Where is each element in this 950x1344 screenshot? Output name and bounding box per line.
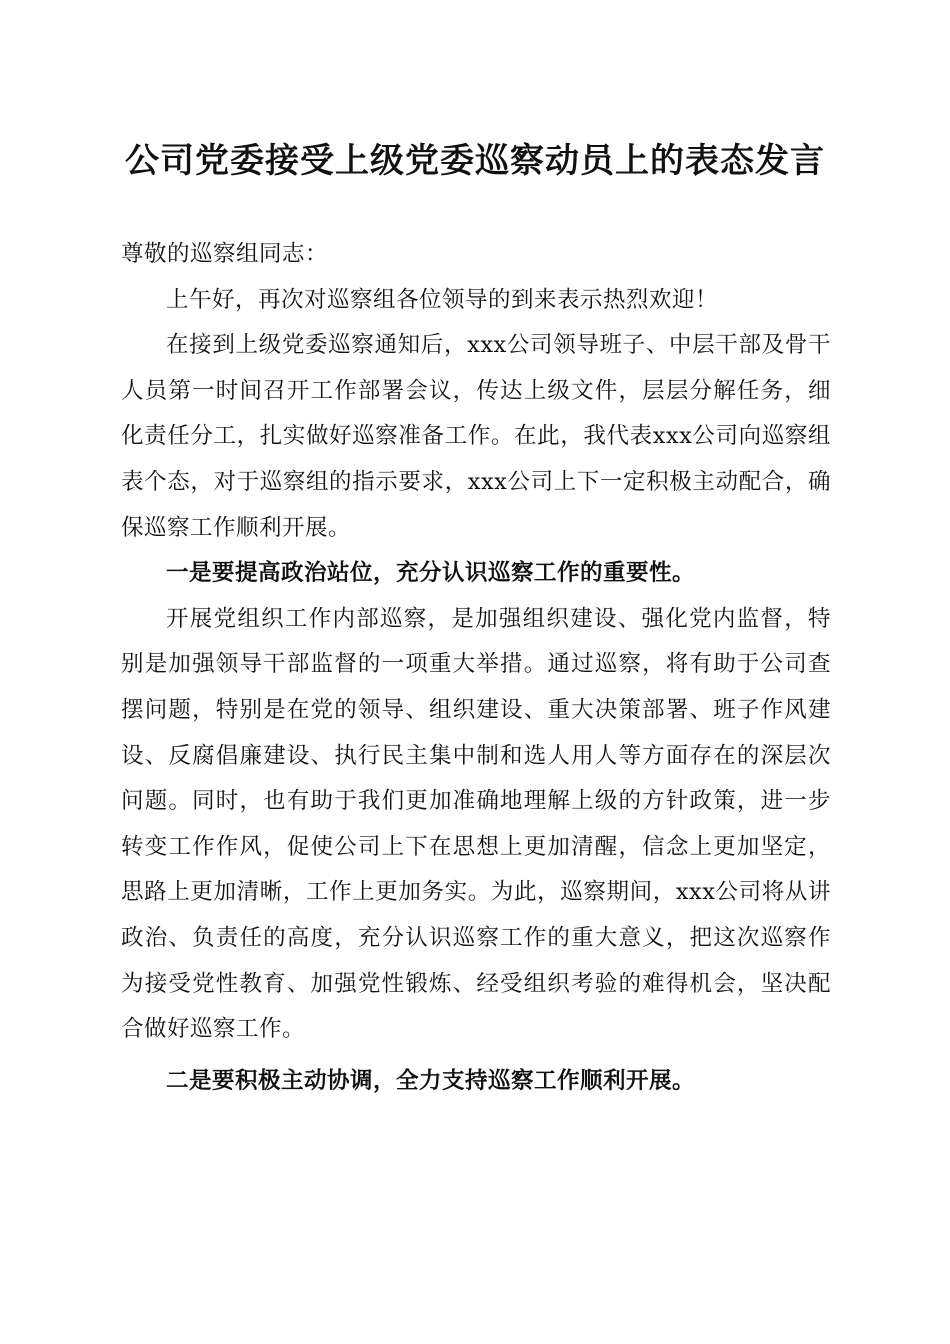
paragraph-section-1: 开展党组织工作内部巡察，是加强组织建设、强化党内监督，特别是加强领导干部监督的一项重大举措。通过巡察，将有助于公司查摆问题，特别是在党的领导、组织建设、重大决策部署、班子作风建设、反腐倡廉建设、执行民主集中制和选人用人等方面存在的深层次问题。同时，也有助于我们更加准确地理解上级的方针政策，进一步转变工作作风，促使公司上下在思想上更加清醒，信念上更加坚定，思路上更加清晰，工作上更加务实。为此，巡察期间，xxx公司将从讲政治、负责任的高度，充分认识巡察工作的重大意义，把这次巡察作为接受党性教育、加强党性锻炼、经受组织考验的难得机会，坚决配合做好巡察工作。 [121, 605, 831, 1043]
section-heading-2: 二是要积极主动协调，全力支持巡察工作顺利开展。 [166, 1067, 696, 1094]
paragraph-intro: 在接到上级党委巡察通知后，xxx公司领导班子、中层干部及骨干人员第一时间召开工作部署会议，传达上级文件，层层分解任务，细化责任分工，扎实做好巡察准备工作。在此，我代表xxx公司向巡察组表个态，对于巡察组的指示要求，xxx公司上下一定积极主动配合，确保巡察工作顺利开展。 [121, 332, 831, 541]
paragraph-greeting: 上午好，再次对巡察组各位领导的到来表示热烈欢迎！ [166, 286, 719, 313]
document-title: 公司党委接受上级党委巡察动员上的表态发言 [125, 141, 825, 181]
document-body [121, 232, 831, 1104]
salutation: 尊敬的巡察组同志： [121, 241, 329, 267]
section-heading-1: 一是要提高政治站位，充分认识巡察工作的重要性。 [166, 560, 696, 587]
